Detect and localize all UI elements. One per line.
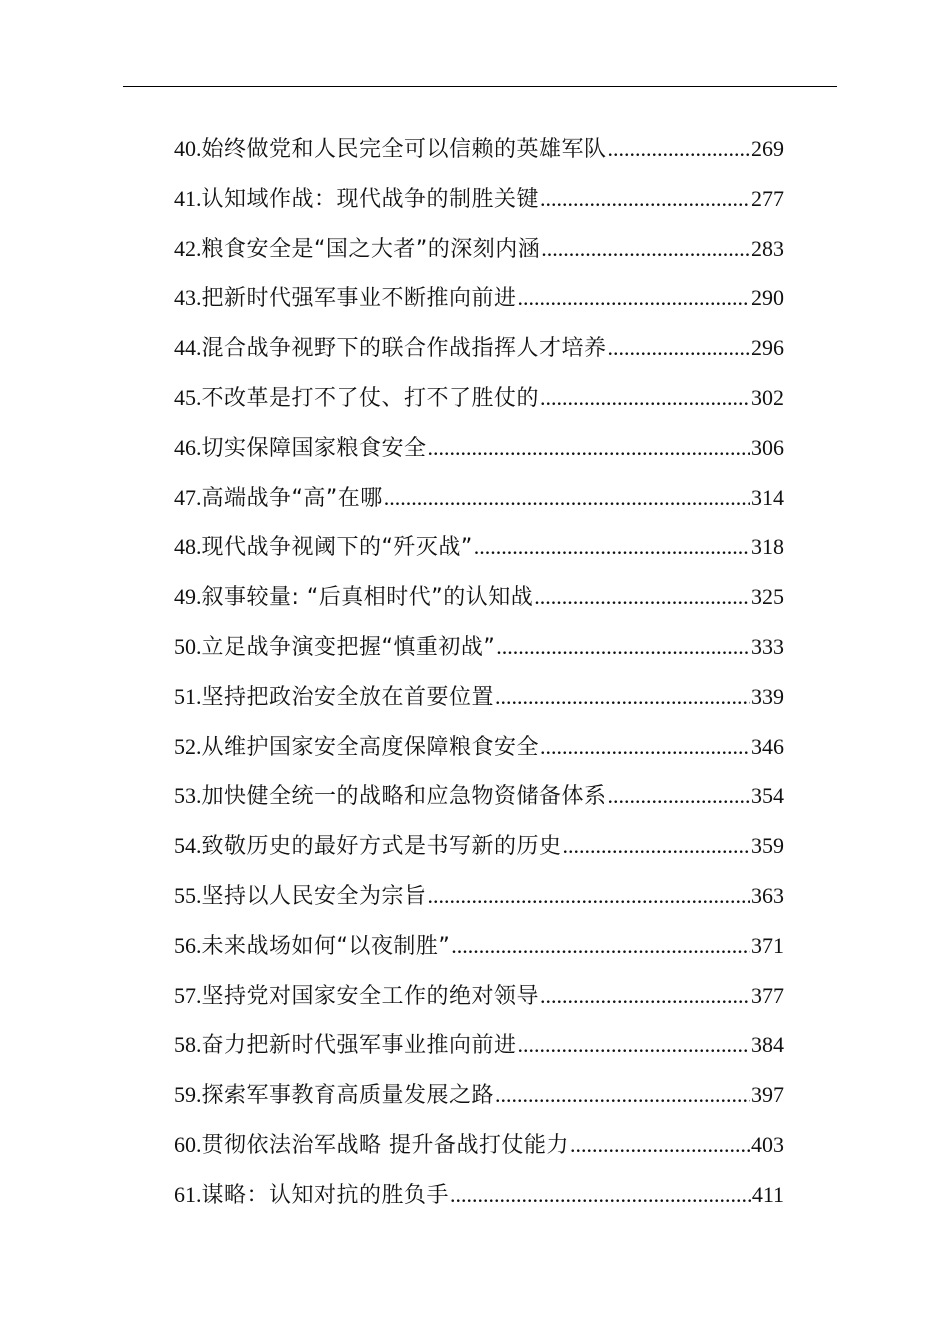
- entry-page: 354: [751, 783, 784, 809]
- entry-page: 384: [751, 1032, 784, 1058]
- toc-entry[interactable]: [174, 273, 784, 323]
- entry-title: 立足战争演变把握“慎重初战”: [201, 634, 496, 660]
- entry-title: 致敬历史的最好方式是书写新的历史: [201, 834, 562, 860]
- entry-number: 55.: [174, 882, 202, 908]
- dot-leader: [428, 871, 750, 921]
- entry-number: 56.: [174, 932, 202, 958]
- dot-leader: [570, 1120, 750, 1170]
- entry-title: 谋略：认知对抗的胜负手: [201, 1182, 450, 1208]
- toc-entry[interactable]: [174, 373, 784, 423]
- entry-page: 325: [751, 584, 784, 610]
- entry-number: 40.: [174, 136, 202, 161]
- dot-leader: [428, 423, 750, 473]
- entry-title: 叙事较量: “后真相时代”的认知战: [201, 585, 534, 611]
- entry-number: 57.: [174, 982, 202, 1008]
- toc-entry[interactable]: [174, 473, 784, 523]
- entry-title: 从维护国家安全高度保障粮食安全: [201, 734, 540, 760]
- entry-title: 不改革是打不了仗、打不了胜仗的: [201, 385, 540, 411]
- toc-entry[interactable]: [174, 672, 784, 722]
- entry-title: 奋力把新时代强军事业推向前进: [201, 1033, 517, 1059]
- dot-leader: [540, 722, 750, 772]
- toc-entry[interactable]: [174, 1020, 784, 1070]
- toc-entry[interactable]: [174, 124, 784, 174]
- entry-page: 411: [751, 1181, 784, 1207]
- entry-page: 403: [751, 1131, 784, 1157]
- dot-leader: [495, 1070, 750, 1120]
- entry-page: 346: [751, 733, 784, 759]
- toc-entry[interactable]: [174, 622, 784, 672]
- entry-title: 坚持把政治安全放在首要位置: [201, 684, 495, 710]
- entry-page: 314: [751, 484, 784, 510]
- entry-number: 52.: [174, 733, 202, 759]
- entry-number: 46.: [174, 434, 202, 460]
- entry-title: 探索军事教育高质量发展之路: [201, 1083, 495, 1109]
- entry-page: 269: [751, 136, 784, 161]
- entry-title: 把新时代强军事业不断推向前进: [201, 286, 517, 312]
- entry-page: 377: [751, 982, 784, 1008]
- entry-page: 296: [751, 335, 784, 361]
- header-rule: [123, 86, 837, 87]
- dot-leader: [451, 921, 750, 971]
- entry-page: 363: [751, 882, 784, 908]
- entry-page: 318: [751, 534, 784, 560]
- entry-title: 未来战场如何“以夜制胜”: [201, 933, 451, 959]
- entry-title: 认知域作战：现代战争的制胜关键: [201, 186, 540, 212]
- entry-number: 49.: [174, 584, 202, 610]
- entry-number: 61.: [174, 1181, 202, 1207]
- entry-number: 47.: [174, 484, 202, 510]
- dot-leader: [518, 273, 750, 323]
- entry-page: 397: [751, 1082, 784, 1108]
- entry-page: 283: [751, 235, 784, 261]
- toc-entry[interactable]: [174, 224, 784, 274]
- dot-leader: [608, 124, 750, 174]
- entry-page: 302: [751, 384, 784, 410]
- dot-leader: [518, 1020, 750, 1070]
- dot-leader: [384, 473, 750, 523]
- dot-leader: [450, 1170, 751, 1220]
- entry-number: 42.: [174, 235, 202, 261]
- dot-leader: [563, 821, 750, 871]
- entry-number: 60.: [174, 1131, 202, 1157]
- entry-number: 44.: [174, 335, 202, 361]
- entry-title: 高端战争“高”在哪: [201, 485, 383, 511]
- toc-entry[interactable]: [174, 1120, 784, 1170]
- entry-page: 277: [751, 185, 784, 211]
- dot-leader: [541, 224, 750, 274]
- entry-title: 坚持党对国家安全工作的绝对领导: [201, 983, 540, 1009]
- entry-title: 切实保障国家粮食安全: [201, 435, 427, 461]
- dot-leader: [540, 971, 750, 1021]
- dot-leader: [608, 771, 750, 821]
- toc-entry[interactable]: [174, 572, 784, 622]
- entry-number: 45.: [174, 384, 202, 410]
- dot-leader: [540, 373, 750, 423]
- toc-entry[interactable]: [174, 971, 784, 1021]
- entry-number: 59.: [174, 1082, 202, 1108]
- entry-page: 306: [751, 434, 784, 460]
- toc-entry[interactable]: [174, 1070, 784, 1120]
- entry-title: 加快健全统一的战略和应急物资储备体系: [201, 784, 607, 810]
- entry-number: 58.: [174, 1032, 202, 1058]
- entry-title: 粮食安全是“国之大者”的深刻内涵: [201, 236, 541, 262]
- entry-number: 43.: [174, 285, 202, 311]
- dot-leader: [534, 572, 750, 622]
- toc-entry[interactable]: [174, 522, 784, 572]
- toc-entry[interactable]: [174, 1170, 784, 1220]
- entry-title: 始终做党和人民完全可以信赖的英雄军队: [201, 137, 607, 162]
- entry-page: 371: [751, 932, 784, 958]
- entry-number: 54.: [174, 833, 202, 859]
- toc-entry[interactable]: [174, 921, 784, 971]
- entry-page: 359: [751, 833, 784, 859]
- dot-leader: [495, 672, 750, 722]
- entry-number: 53.: [174, 783, 202, 809]
- dot-leader: [474, 522, 750, 572]
- dot-leader: [608, 323, 750, 373]
- entry-page: 339: [751, 683, 784, 709]
- entry-page: 333: [751, 633, 784, 659]
- entry-page: 290: [751, 285, 784, 311]
- entry-number: 50.: [174, 633, 202, 659]
- toc-entry[interactable]: [174, 174, 784, 224]
- toc-entry[interactable]: [174, 323, 784, 373]
- entry-title: 贯彻依法治军战略 提升备战打仗能力: [201, 1132, 569, 1158]
- toc-entry[interactable]: [174, 771, 784, 821]
- toc-entry[interactable]: [174, 722, 784, 772]
- entry-title: 混合战争视野下的联合作战指挥人才培养: [201, 336, 607, 362]
- dot-leader: [496, 622, 750, 672]
- table-of-contents: [174, 124, 784, 1220]
- entry-number: 48.: [174, 534, 202, 560]
- toc-entry[interactable]: [174, 423, 784, 473]
- dot-leader: [540, 174, 750, 224]
- toc-entry[interactable]: [174, 871, 784, 921]
- entry-title: 坚持以人民安全为宗旨: [201, 883, 427, 909]
- toc-entry[interactable]: [174, 821, 784, 871]
- entry-number: 41.: [174, 185, 202, 211]
- entry-number: 51.: [174, 683, 202, 709]
- entry-title: 现代战争视阈下的“歼灭战”: [201, 535, 473, 561]
